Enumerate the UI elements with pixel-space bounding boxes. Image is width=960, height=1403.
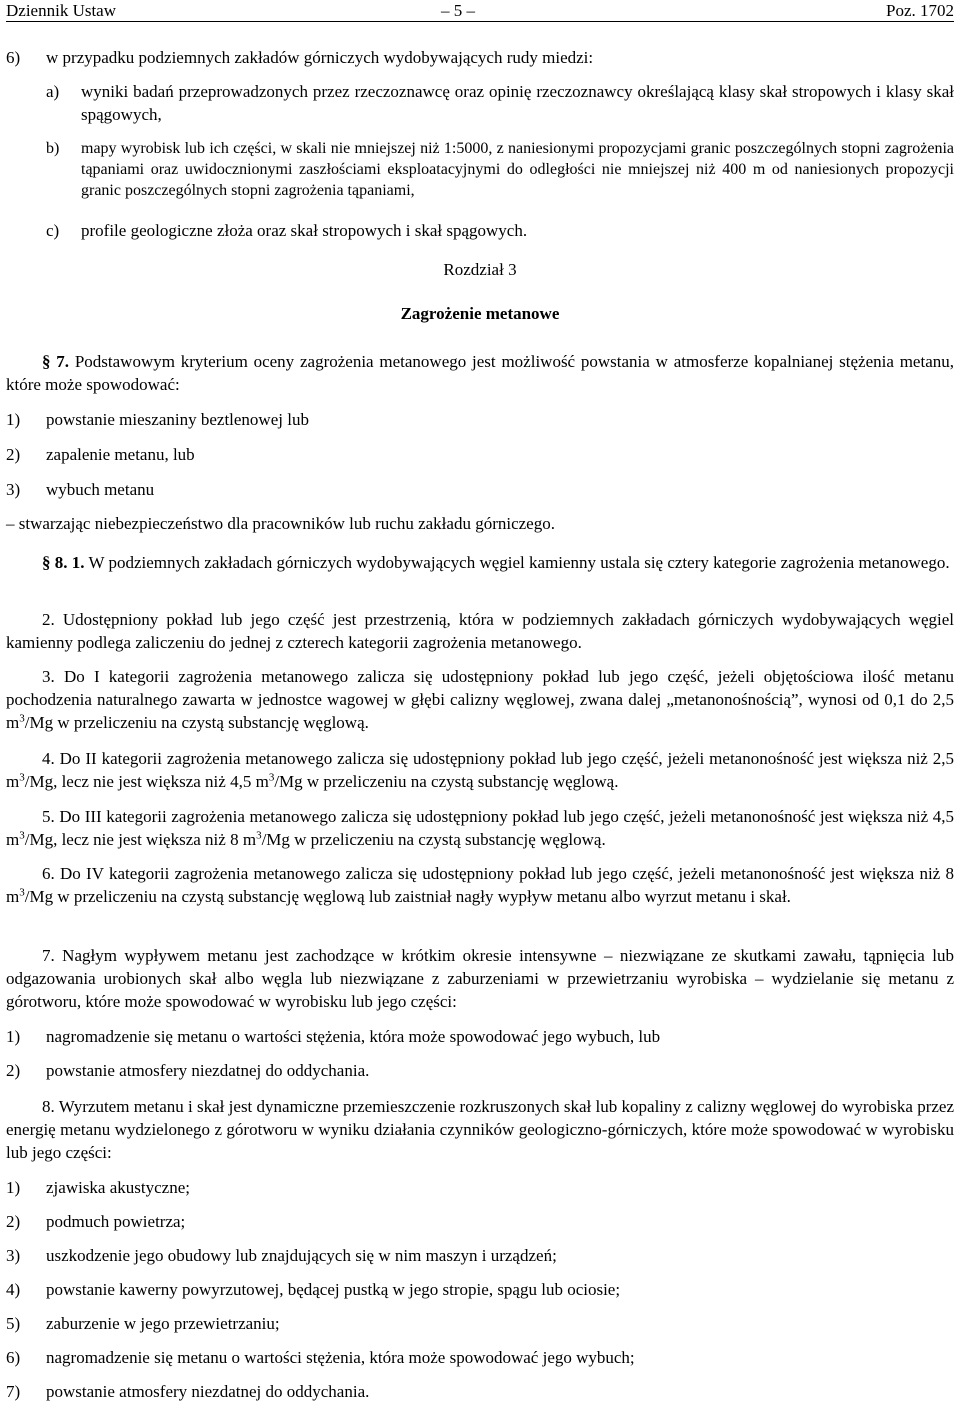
paragraph-text: W podziemnych zakładach górniczych wydobywających węgiel kamienny ustala się cztery kategorie zagrożenia metanowego. (88, 553, 950, 572)
item-text: w przypadku podziemnych zakładów górniczych wydobywających rudy miedzi: (46, 48, 594, 67)
page-header (6, 0, 954, 23)
item-number: 2) (6, 445, 21, 464)
item-text: powstanie atmosfery niezdatnej do oddychania. (46, 1382, 370, 1401)
paragraph-text: Podstawowym kryterium oceny zagrożenia metanowego jest możliwość powstania w atmosferze kopalnianej stężenia metanu, które może spowodować: (6, 352, 954, 394)
superscript: 3 (268, 771, 275, 784)
item-text: zjawiska akustyczne; (46, 1178, 190, 1197)
superscript: 3 (19, 771, 25, 784)
item-text: powstanie mieszaniny beztlenowej lub (46, 410, 309, 429)
superscript: 3 (19, 829, 25, 842)
item-number: 5) (6, 1314, 21, 1333)
journal-name: Dziennik Ustaw (6, 1, 117, 20)
subitem-text: mapy wyrobisk lub ich części, w skali nie mniejszej niż 1:5000, z naniesionymi propozycjami granic poszczególnych stopni zagrożenia tąpaniami oraz uwidocznionymi zaszłościami eksploatacyjnymi do odległości nie mniejszej niż 400 m od naniesionych propozycji granic poszczególnych stopni zagrożenia tąpaniami, (81, 140, 954, 199)
paragraph-closing: – stwarzając niebezpieczeństwo dla pracowników lub ruchu zakładu górniczego. (6, 514, 555, 533)
item-number: 2) (6, 1061, 21, 1080)
paragraph-s8-8: 8. Wyrzutem metanu i skał jest dynamiczne przemieszczenie rozkruszonych skał lub kopaliny z calizny węglowej do wyrobiska przez energię metanu wydzielonego z górotworu w wyniku działania czynników geologiczno-górniczych, które może spowodować w wyrobisku lub jego części: (6, 1097, 954, 1162)
item-text: wybuch metanu (46, 480, 155, 499)
item-number: 3) (6, 1246, 21, 1265)
item-text: zaburzenie w jego przewietrzaniu; (46, 1314, 280, 1333)
document-page (6, 0, 954, 1401)
item-number: 1) (6, 1027, 21, 1046)
paragraph-text: /Mg w przeliczeniu na czystą substancję węglową. (24, 713, 369, 732)
paragraph-s8-7: 7. Nagłym wypływem metanu jest zachodzące w krótkim okresie intensywne – niezwiązane ze skutkami zawału, tąpnięcia lub odgazowania urobionych skał albo węgla lub niezwiązane z zaburzeniami w przewietrzaniu wyrobiska – wydzielanie się metanu z górotworu, które może spowodować w wyrobisku lub jego części: (6, 946, 954, 1011)
item-number: 4) (6, 1280, 21, 1299)
item-number: 6) (6, 1348, 21, 1367)
paragraph-s8-4 (6, 747, 954, 793)
paragraph-text: /Mg, lecz nie jest większa niż 8 m (24, 830, 257, 849)
paragraph-text: 4. Do II kategorii zagrożenia metanowego zalicza się udostępniony pokład lub jego część, jeżeli metanonośność jest większa niż 2,5 m (6, 749, 954, 791)
paragraph-s8-1 (6, 551, 954, 574)
header-rule (6, 21, 954, 22)
paragraph-text: 3. Do I kategorii zagrożenia metanowego zalicza się udostępniony pokład lub jego część, jeżeli objętościowa ilość metanu pochodzenia naturalnego zawarta w jednostce wagowej w głębi calizny węglowej, zwana dalej „metanonośnością”, wynosi od 0,1 do 2,5 m (6, 667, 954, 732)
item-number: 7) (6, 1382, 21, 1401)
paragraph-s8-6 (6, 862, 954, 908)
chapter-title: Zagrożenie metanowe (400, 304, 560, 323)
paragraph-text: /Mg w przeliczeniu na czystą substancję węglową. (274, 772, 619, 791)
superscript: 3 (256, 829, 262, 842)
paragraph-text: /Mg w przeliczeniu na czystą substancję węglową lub zaistniał nagły wypływ metanu albo wyrzut metanu i skał. (24, 887, 791, 906)
superscript: 3 (19, 886, 25, 899)
item-number: 3) (6, 480, 21, 499)
item-text: powstanie atmosfery niezdatnej do oddychania. (46, 1061, 370, 1080)
item-number: 1) (6, 1178, 21, 1197)
item-text: uszkodzenie jego obudowy lub znajdujących się w nim maszyn i urządzeń; (46, 1246, 557, 1265)
item-number: 6) (6, 48, 21, 67)
subitem-letter: b) (46, 140, 60, 157)
item-text: podmuch powietrza; (46, 1212, 186, 1231)
paragraph-s8-5 (6, 805, 954, 851)
item-number: 2) (6, 1212, 21, 1231)
position-number: Poz. 1702 (886, 1, 954, 20)
subitem-letter: a) (46, 82, 60, 101)
paragraph-text: /Mg, lecz nie jest większa niż 4,5 m (24, 772, 269, 791)
paragraph-s8-2: 2. Udostępniony pokład lub jego część jest przestrzenią, która w podziemnych zakładach górniczych wydobywających węgiel kamienny podlega zaliczeniu do jednej z czterech kategorii zagrożenia metanowego. (6, 610, 954, 652)
superscript: 3 (19, 712, 25, 725)
section-symbol: § 7. (42, 352, 70, 371)
subitem-text: wyniki badań przeprowadzonych przez rzeczoznawcę oraz opinię rzeczoznawcy określającą klasy skał stropowych i klasy skał spągowych, (81, 82, 954, 124)
paragraph-text: 5. Do III kategorii zagrożenia metanowego zalicza się udostępniony pokład lub jego część, jeżeli metanonośność jest większa niż 4,5 m (6, 807, 954, 849)
chapter-label: Rozdział 3 (443, 260, 517, 279)
paragraph-s8-3 (6, 665, 954, 734)
paragraph-text: /Mg w przeliczeniu na czystą substancję węglową. (261, 830, 606, 849)
item-text: powstanie kawerny powyrzutowej, będącej pustką w jego stropie, spągu lub ociosie; (46, 1280, 621, 1299)
item-text: zapalenie metanu, lub (46, 445, 195, 464)
item-text: nagromadzenie się metanu o wartości stężenia, która może spowodować jego wybuch, lub (46, 1027, 661, 1046)
item-text: nagromadzenie się metanu o wartości stężenia, która może spowodować jego wybuch; (46, 1348, 635, 1367)
section-symbol: § 8. 1. (42, 553, 85, 572)
page-number: – 5 – (441, 1, 475, 20)
item-number: 1) (6, 410, 21, 429)
paragraph-text: 6. Do IV kategorii zagrożenia metanowego zalicza się udostępniony pokład lub jego część, jeżeli metanonośność jest większa niż 8 m (6, 864, 954, 906)
subitem-letter: c) (46, 221, 60, 240)
subitem-text: profile geologiczne złoża oraz skał stropowych i skał spągowych. (81, 221, 528, 240)
paragraph-s7 (6, 350, 954, 396)
